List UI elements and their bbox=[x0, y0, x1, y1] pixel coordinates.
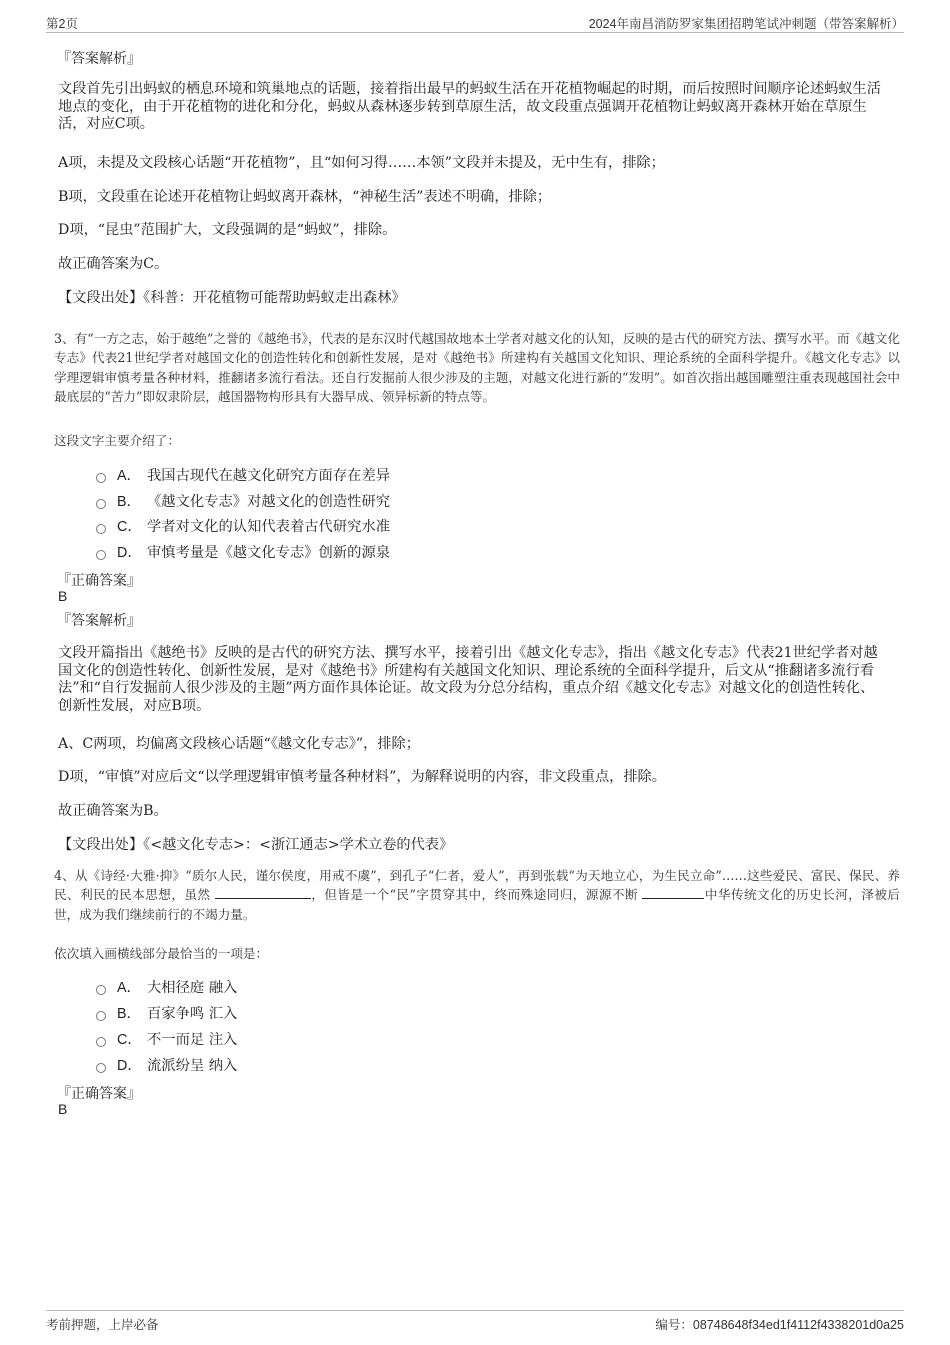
q4-question-text bbox=[54, 866, 900, 924]
q3-question-text: 3、有“一方之志，始于越绝”之誉的《越绝书》，代表的是东汉时代越国故地本土学者对越文化的认知，反映的是古代的研究方法、撰写水平。而《越文化专志》代表21世纪学者对越国文化的创造性转化和创新性发展，是对《越绝书》所建构有关越国文化知识、理论系统的全面科学提升。《越文化专志》以学理逻辑审慎考量各种材料，推翻诸多流行看法。还自行发掘前人很少涉及的主题，对越文化进行新的“发明”。如首次指出越国雕塑注重表现越国社会中最底层的“苦力”即奴隶阶层，越国器物构形具有大器早成、领异标新的特点等。 bbox=[54, 331, 900, 404]
option-key: B． bbox=[117, 494, 141, 510]
q4-option-c[interactable] bbox=[96, 1029, 237, 1049]
q3-source: 【文段出处】《<越文化专志>：<浙江通志>学术立卷的代表》 bbox=[58, 837, 454, 853]
radio-icon[interactable] bbox=[96, 524, 106, 534]
option-text: 流派纷呈 纳入 bbox=[147, 1058, 238, 1074]
option-text: 大相径庭 融入 bbox=[147, 980, 238, 996]
q3-analysis-label: 『答案解析』 bbox=[57, 613, 141, 629]
q4-correct-label: 『正确答案』 bbox=[57, 1086, 141, 1102]
q3-option-d-explanation: D项，“审慎”对应后文“以学理逻辑审慎考量各种材料”，为解释说明的内容，非文段重点，排除。 bbox=[58, 769, 666, 785]
document-title: 2024年南昌消防罗家集团招聘笔试冲刺题（带答案解析） bbox=[588, 17, 904, 31]
q2-conclusion: 故正确答案为C。 bbox=[58, 256, 169, 272]
q3-option-c[interactable] bbox=[96, 516, 390, 536]
radio-icon[interactable] bbox=[96, 1063, 106, 1073]
radio-icon[interactable] bbox=[96, 499, 106, 509]
q4-question-part2: ，但皆是一个“民”字贯穿其中，终而殊途同归，源源不断 bbox=[310, 887, 638, 903]
q2-option-a-explanation: A项，未提及文段核心话题“开花植物”，且“如何习得……本领”文段并未提及，无中生有，排除； bbox=[58, 155, 665, 171]
option-key: A． bbox=[117, 468, 141, 484]
fill-blank-2 bbox=[642, 886, 704, 899]
option-key: A． bbox=[117, 980, 141, 996]
q3-correct-label: 『正确答案』 bbox=[57, 573, 141, 589]
radio-icon[interactable] bbox=[96, 1011, 106, 1021]
q3-analysis-text: 文段开篇指出《越绝书》反映的是古代的研究方法、撰写水平，接着引出《越文化专志》，指出《越文化专志》代表21世纪学者对越国文化的创造性转化、创新性发展，是对《越绝书》所建构有关越国文化知识、理论系统的全面科学提升，后文从“推翻诸多流行看法”和“自行发掘前人很少涉及的主题”两方面作具体论证。故文段为分总分结构，重点介绍《越文化专志》对越文化的创造性转化、创新性发展，对应B项。 bbox=[58, 645, 878, 714]
option-text: 我国古现代在越文化研究方面存在差异 bbox=[147, 468, 391, 484]
option-key: D． bbox=[117, 1058, 142, 1074]
q4-option-a[interactable] bbox=[96, 977, 237, 997]
option-text: 学者对文化的认知代表着古代研究水准 bbox=[147, 519, 391, 535]
q4-prompt: 依次填入画横线部分最恰当的一项是： bbox=[54, 946, 269, 961]
option-text: 审慎考量是《越文化专志》创新的源泉 bbox=[147, 545, 391, 561]
option-text: 百家争鸣 汇入 bbox=[147, 1006, 238, 1022]
footer-slogan: 考前押题，上岸必备 bbox=[46, 1318, 159, 1332]
radio-icon[interactable] bbox=[96, 473, 106, 483]
q4-question-part3: 中华传统文化的历史长河，泽被后世，成为我们继续前行的不竭力量。 bbox=[54, 887, 901, 922]
q4-question-part1: 4、从《诗经·大雅·抑》“质尔人民，谨尔侯度，用戒不虞”，到孔子“仁者，爱人”，再到张载“为天地立心，为生民立命”……这些爱民、富民、保民、养民、利民的民本思想，虽然 bbox=[54, 868, 900, 903]
radio-icon[interactable] bbox=[96, 550, 106, 560]
page-header bbox=[46, 14, 904, 33]
option-key: C． bbox=[117, 519, 142, 535]
page-footer bbox=[46, 1310, 904, 1332]
radio-icon[interactable] bbox=[96, 985, 106, 995]
document-serial: 编号：08748648f34ed1f4112f4338201d0a25 bbox=[655, 1318, 904, 1332]
option-key: B． bbox=[117, 1006, 141, 1022]
radio-icon[interactable] bbox=[96, 1037, 106, 1047]
q2-source: 【文段出处】《科普：开花植物可能帮助蚂蚁走出森林》 bbox=[58, 290, 406, 306]
q3-option-d[interactable] bbox=[96, 542, 390, 562]
q3-option-ac-explanation: A、C两项，均偏离文段核心话题“《越文化专志》”，排除； bbox=[58, 736, 420, 752]
option-key: C． bbox=[117, 1032, 142, 1048]
q2-analysis-label: 『答案解析』 bbox=[57, 51, 141, 67]
q2-option-b-explanation: B项，文段重在论述开花植物让蚂蚁离开森林，“神秘生活”表述不明确，排除； bbox=[58, 189, 552, 205]
q2-analysis-text: 文段首先引出蚂蚁的栖息环境和筑巢地点的话题，接着指出最早的蚂蚁生活在开花植物崛起的时期，而后按照时间顺序论述蚂蚁生活地点的变化，由于开花植物的进化和分化，蚂蚁从森林逐步转到草原生活，故文段重点强调开花植物让蚂蚁离开森林开始在草原生活，对应C项。 bbox=[58, 81, 881, 132]
q4-option-b[interactable] bbox=[96, 1003, 237, 1023]
page-number: 第2页 bbox=[46, 17, 78, 31]
fill-blank-1 bbox=[215, 886, 311, 899]
q3-correct-answer: B bbox=[58, 588, 68, 604]
option-key: D． bbox=[117, 545, 142, 561]
q3-option-b[interactable] bbox=[96, 491, 390, 511]
option-text: 《越文化专志》对越文化的创造性研究 bbox=[147, 494, 391, 510]
q4-correct-answer: B bbox=[58, 1101, 68, 1117]
q3-prompt: 这段文字主要介绍了： bbox=[54, 433, 180, 448]
option-text: 不一而足 注入 bbox=[147, 1032, 238, 1048]
q4-option-d[interactable] bbox=[96, 1055, 237, 1075]
q2-option-d-explanation: D项，“昆虫”范围扩大，文段强调的是“蚂蚁”，排除。 bbox=[58, 222, 397, 238]
q3-conclusion: 故正确答案为B。 bbox=[58, 803, 168, 819]
q3-option-a[interactable] bbox=[96, 465, 390, 485]
